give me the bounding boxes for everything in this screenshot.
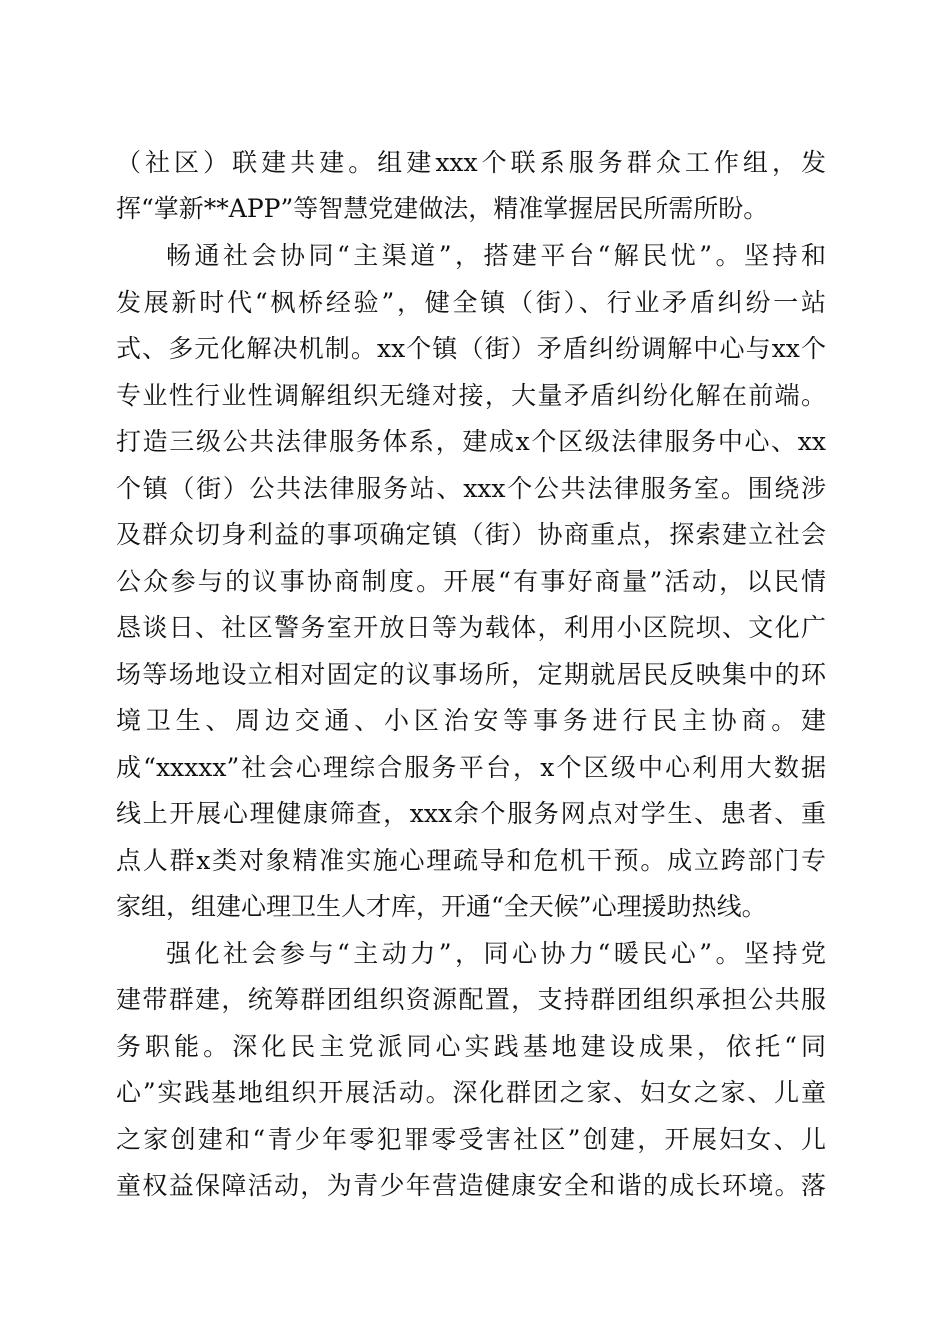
text-line: 场等场地设立相对固定的议事场所，定期就居民反映集中的环	[116, 660, 826, 689]
text-line: 及群众切身利益的事项确定镇（街）协商重点，探索建立社会	[116, 520, 826, 549]
text-line: 务职能。深化民主党派同心实践基地建设成果，依托“同	[116, 1032, 826, 1061]
text-line: 挥“掌新**APP”等智慧党建做法，精准掌握居民所需所盼。	[116, 194, 769, 223]
text-line: 公众参与的议事协商制度。开展“有事好商量”活动，以民情	[116, 567, 826, 596]
text-line: 点人群x类对象精准实施心理疏导和危机干预。成立跨部门专	[116, 846, 826, 875]
text-line: 恳谈日、社区警务室开放日等为载体，利用小区院坝、文化广	[116, 613, 826, 642]
text-line: 建带群建，统筹群团组织资源配置，支持群团组织承担公共服	[116, 985, 826, 1014]
text-line: 境卫生、周边交通、小区治安等事务进行民主协商。建	[116, 706, 826, 735]
text-line: 发展新时代“枫桥经验”，健全镇（街）、行业矛盾纠纷一站	[116, 288, 826, 317]
text-line: 成“xxxxx”社会心理综合服务平台，x个区级中心利用大数据	[116, 753, 826, 782]
text-line: 家组，组建心理卫生人才库，开通“全天候”心理援助热线。	[116, 892, 767, 921]
text-line: 线上开展心理健康筛查，xxx余个服务网点对学生、患者、重	[116, 799, 826, 828]
text-line: 打造三级公共法律服务体系，建成x个区级法律服务中心、xx	[116, 427, 826, 456]
text-line: 式、多元化解决机制。xx个镇（街）矛盾纠纷调解中心与xx个	[116, 334, 826, 363]
text-line: 心”实践基地组织开展活动。深化群团之家、妇女之家、儿童	[116, 1078, 826, 1107]
text-line: 个镇（街）公共法律服务站、xxx个公共法律服务室。围绕涉	[116, 474, 826, 503]
text-line: 专业性行业性调解组织无缝对接，大量矛盾纠纷化解在前端。	[116, 381, 826, 410]
text-line: （社区）联建共建。组建xxx个联系服务群众工作组，发	[116, 148, 826, 177]
text-line: 之家创建和“青少年零犯罪零受害社区”创建，开展妇女、儿	[116, 1125, 826, 1154]
text-line: 童权益保障活动，为青少年营造健康安全和谐的成长环境。落	[116, 1171, 826, 1200]
paragraph-start-line: 强化社会参与“主动力”，同心协力“暖民心”。坚持党	[166, 939, 826, 968]
paragraph-start-line: 畅通社会协同“主渠道”，搭建平台“解民忧”。坚持和	[166, 241, 826, 270]
